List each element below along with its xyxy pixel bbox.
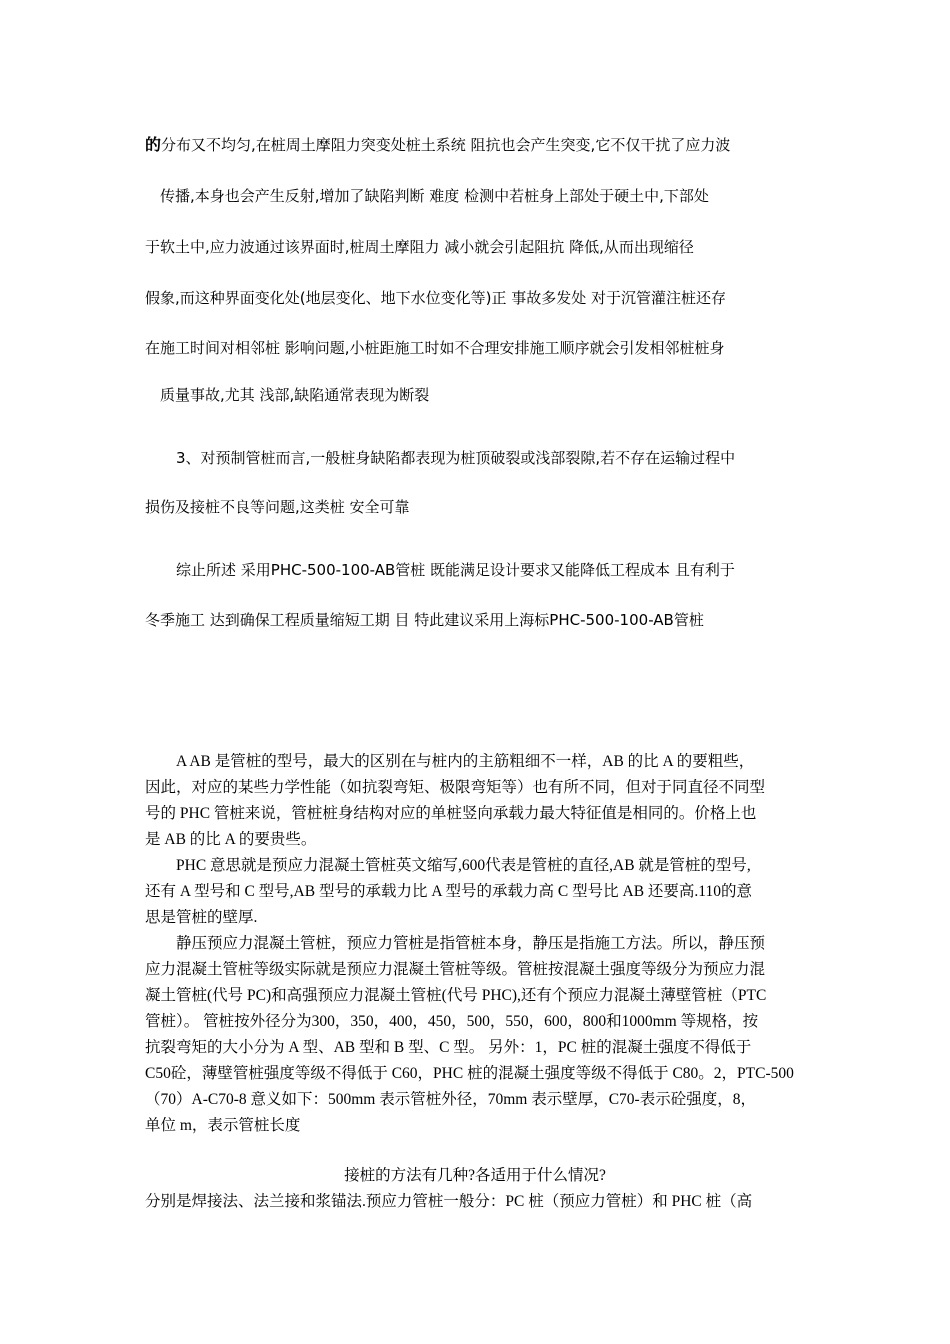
text-line-1-lead: 的 <box>145 135 162 154</box>
p2-line-1: PHC 意思就是预应力混凝土管桩英文缩写,600代表是管桩的直径,AB 就是管桩的型号, <box>176 857 751 874</box>
text-line-3: 于软土中,应力波通过该界面时,桩周土摩阻力 减小就会引起阻抗 降低,从而出现缩径 <box>145 238 694 256</box>
p3-line-4: 管桩）。 管桩按外径分为300，350，400，450，500，550，600，800和1000mm 等规格，按 <box>145 1013 759 1030</box>
p1-line-3: 号的 PHC 管桩来说，管桩桩身结构对应的单桩竖向承载力最大特征值是相同的。价格上也 <box>145 805 757 822</box>
p1-line-1: A AB 是管桩的型号，最大的区别在与桩内的主筋粗细不一样，AB 的比 A 的要粗些， <box>176 753 755 770</box>
p1-line-2: 因此，对应的某些力学性能（如抗裂弯矩、极限弯矩等）也有所不同，但对于同直径不同型 <box>145 779 766 796</box>
text-line-1: 的分布又不均匀,在桩周土摩阻力突变处桩土系统 阻抗也会产生突变,它不仅干扰了应力波 <box>145 135 731 154</box>
paragraph-4-line-1: 综止所述 采用PHC-500-100-AB管桩 既能满足设计要求又能降低工程成本 且有利于 <box>176 561 735 579</box>
p3-line-8: 单位 m，表示管桩长度 <box>145 1117 301 1134</box>
text-line-2: 传播,本身也会产生反射,增加了缺陷判断 难度 检测中若桩身上部处于硬土中,下部处 <box>160 187 709 205</box>
p3-line-5: 抗裂弯矩的大小分为 A 型、AB 型和 B 型、C 型。 另外：1，PC 桩的混凝土强度不得低于 <box>145 1039 752 1056</box>
p3-line-7: （70）A-C70-8 意义如下：500mm 表示管桩外径，70mm 表示壁厚，C70-表示砼强度，8， <box>145 1091 756 1108</box>
text-line-4: 假象,而这种界面变化处(地层变化、地下水位变化等)正 事故多发处 对于沉管灌注桩还存 <box>145 289 727 307</box>
p3-line-2: 应力混凝土管桩等级实际就是预应力混凝土管桩等级。管桩按混凝土强度等级分为预应力混 <box>145 961 766 978</box>
p4-line-1: 分别是焊接法、法兰接和浆锚法.预应力管桩一般分：PC 桩（预应力管桩）和 PHC 桩（高 <box>145 1193 753 1210</box>
p2-line-3: 思是管桩的壁厚. <box>145 909 258 926</box>
paragraph-3-line-1: 3、对预制管桩而言,一般桩身缺陷都表现为桩顶破裂或浅部裂隙,若不存在运输过程中 <box>176 449 736 467</box>
section-heading: 接桩的方法有几种?各适用于什么情况? <box>344 1167 606 1184</box>
p3-line-6: C50砼，薄壁管桩强度等级不得低于 C60，PHC 桩的混凝土强度等级不得低于 C80。2，PTC-500 <box>145 1065 794 1082</box>
p3-line-3: 凝土管桩(代号 PC)和高强预应力混凝土管桩(代号 PHC),还有个预应力混凝土薄壁管桩（PTC <box>145 987 767 1004</box>
p1-line-4: 是 AB 的比 A 的要贵些。 <box>145 831 317 848</box>
p3-line-1: 静压预应力混凝土管桩，预应力管桩是指管桩本身，静压是指施工方法。所以，静压预 <box>176 935 766 952</box>
paragraph-4-line-2: 冬季施工 达到确保工程质量缩短工期 目 特此建议采用上海标PHC-500-100-AB管桩 <box>145 611 704 629</box>
text-line-6: 质量事故,尤其 浅部,缺陷通常表现为断裂 <box>160 386 430 404</box>
text-line-5: 在施工时间对相邻桩 影响问题,小桩距施工时如不合理安排施工顺序就会引发相邻桩桩身 <box>145 339 725 357</box>
paragraph-3-line-2: 损伤及接桩不良等问题,这类桩 安全可靠 <box>145 498 410 516</box>
p2-line-2: 还有 A 型号和 C 型号,AB 型号的承载力比 A 型号的承载力高 C 型号比 AB 还要高.110的意 <box>145 883 752 900</box>
